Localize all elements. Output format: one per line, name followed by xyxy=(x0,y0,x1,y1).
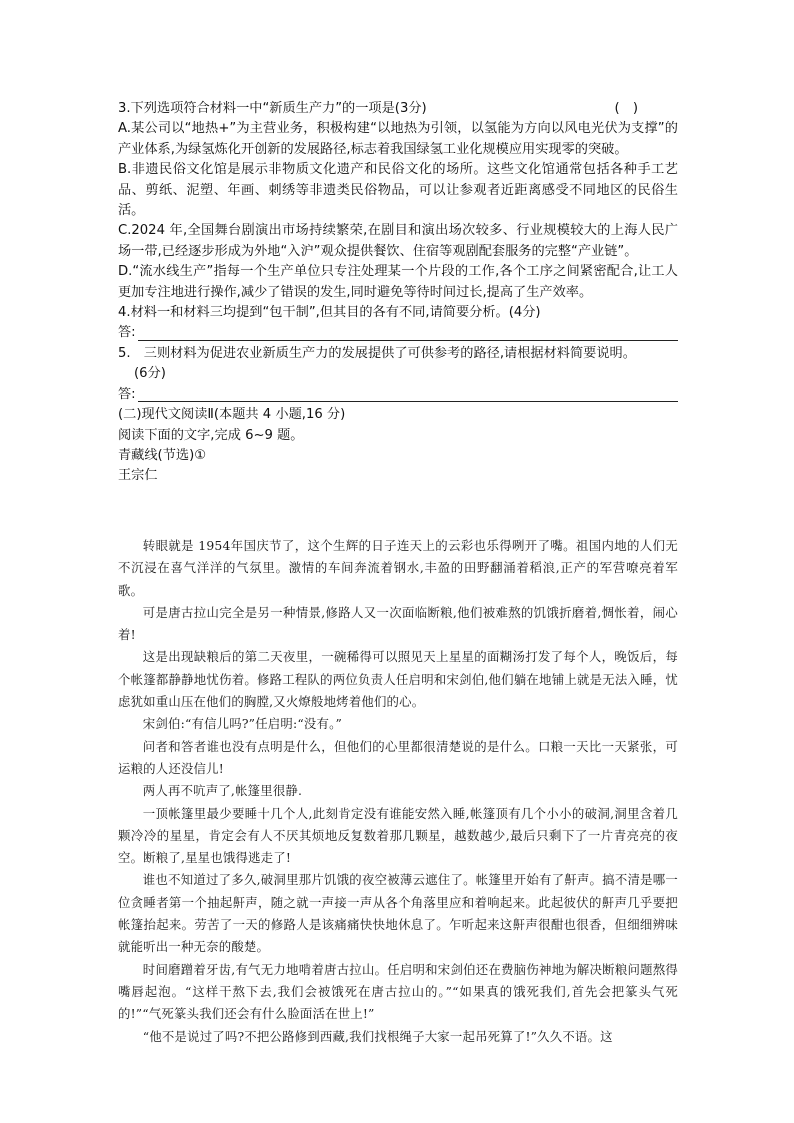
paragraph: 这是出现缺粮后的第二天夜里，一碗稀得可以照见天上星星的面糊汤打发了每个人，晚饭后，每个帐篷都静静地忧伤着。修路工程队的两位负责人任启明和宋剑伯,他们躺在地铺上就是无法入睡，忧虑犹如重山压在他们的胸膛,又火燎般地烤着他们的心。 xyxy=(118,649,678,710)
question-5-points: (6分) xyxy=(134,366,166,382)
option-d: D.“流水线生产”指每一个生产单位只专注处理某一个片段的工作,各个工序之间紧密配合,让工人更加专注地进行操作,减少了错误的发生,同时避免等待时间过长,提高了生产效率。 xyxy=(118,264,678,300)
article-body xyxy=(118,535,678,1048)
paragraph: 转眼就是 1954年国庆节了，这个生辉的日子连天上的云彩也乐得咧开了嘴。祖国内地的人们无不沉浸在喜气洋洋的气氛里。激情的车间奔流着钢水,丰盈的田野翻涌着稻浪,正产的军营嘹亮着军歌。 xyxy=(118,538,678,598)
question-5-stem: 5. 三则材料为促进农业新质生产力的发展提供了可供参考的路径,请根据材料简要说明。 xyxy=(118,345,636,361)
article-author: 王宗仁 xyxy=(118,468,158,484)
question-4-stem: 4.材料一和材料三均提到“包干制”,但其目的各有不同,请简要分析。(4分) xyxy=(118,305,541,321)
paragraph: 可是唐古拉山完全是另一种情景,修路人又一次面临断粮,他们被难熬的饥饿折磨着,惆怅着，闹心着! xyxy=(118,604,678,643)
reading-instruction: 阅读下面的文字,完成 6~9 题。 xyxy=(118,427,304,443)
paragraph: 谁也不知道过了多久,破洞里那片饥饿的夜空被薄云遮住了。帐篷里开始有了鼾声。搞不清是哪一位贪睡者第一个抽起鼾声，随之就一声接一声从各个角落里应和着响起来。此起彼伏的鼾声几乎要把帐篷抬起来。劳苦了一天的修路人是该痛痛快快地休息了。乍听起来这鼾声很酣也很香，但细细辨味就能听出一种无奈的酸楚。 xyxy=(118,872,678,955)
article-title: 青藏线(节选)① xyxy=(118,447,207,463)
paragraph: 两人再不吭声了,帐篷里很静. xyxy=(142,783,303,799)
option-a: A.某公司以“地热+”为主营业务，积极构建“以地热为引领，以氢能为方向以风电光伏为支撑”的产业体系,为绿氢炼化开创新的发展路径,标志着我国绿氢工业化规模应用实现零的突破。 xyxy=(118,121,678,157)
paragraph: 时间磨蹭着牙齿,有气无力地啃着唐古拉山。任启明和宋剑伯还在费脑伤神地为解决断粮问题熬得嘴唇起泡。“这样干熬下去,我们会被饿死在唐古拉山的。”“如果真的饿死我们,首先会把篆头气死的!”“气死篆头我们还会有什么脸面活在世上!” xyxy=(118,961,678,1022)
paragraph: 问者和答者谁也没有点明是什么，但他们的心里都很清楚说的是什么。口粮一天比一天紧张，可运粮的人还没信儿! xyxy=(118,738,678,776)
questions-section xyxy=(118,99,678,487)
paragraph: 一顶帐篷里最少要睡十几个人,此刻肯定没有谁能安然入睡,帐篷顶有几个小小的破洞,洞里含着几颗冷冷的星星，肯定会有人不厌其烦地反复数着那几颗星，越数越少,最后只剩下了一片青亮亮的夜空。断粮了,星星也饿得逃走了! xyxy=(118,805,678,866)
answer-label: 答: xyxy=(118,386,136,402)
answer-line[interactable] xyxy=(138,386,678,402)
option-b: B.非遗民俗文化馆是展示非物质文化遗产和民俗文化的场所。这些文化馆通常包括各种手工艺品、剪纸、泥塑、年画、刺绣等非遗类民俗物品，可以让参观者近距离感受不同地区的民俗生活。 xyxy=(118,162,678,219)
answer-line[interactable] xyxy=(138,325,678,341)
answer-label: 答: xyxy=(118,325,136,341)
option-c: C.2024 年,全国舞台剧演出市场持续繁荣,在剧目和演出场次较多、行业规模较大的上海人民广场一带,已经逐步形成为外地“入沪”观众提供餐饮、住宿等观剧配套服务的完整“产业链”。 xyxy=(118,223,678,259)
question-3-text: 3.下列选项符合材料一中“新质生产力”的一项是(3分) xyxy=(118,101,427,116)
paragraph: 宋剑伯:“有信儿吗?”任启明:“没有。” xyxy=(142,716,343,732)
question-4-answer-area xyxy=(118,323,678,343)
paragraph: “他不是说过了吗?不把公路修到西藏,我们找根绳子大家一起吊死算了!”久久不语。这 xyxy=(142,1028,613,1044)
question-5-answer-area xyxy=(118,385,678,405)
question-3-stem xyxy=(118,99,678,119)
answer-parentheses: ( ) xyxy=(614,101,638,116)
section-heading: (二)现代文阅读Ⅱ(本题共 4 小题,16 分) xyxy=(118,407,346,423)
